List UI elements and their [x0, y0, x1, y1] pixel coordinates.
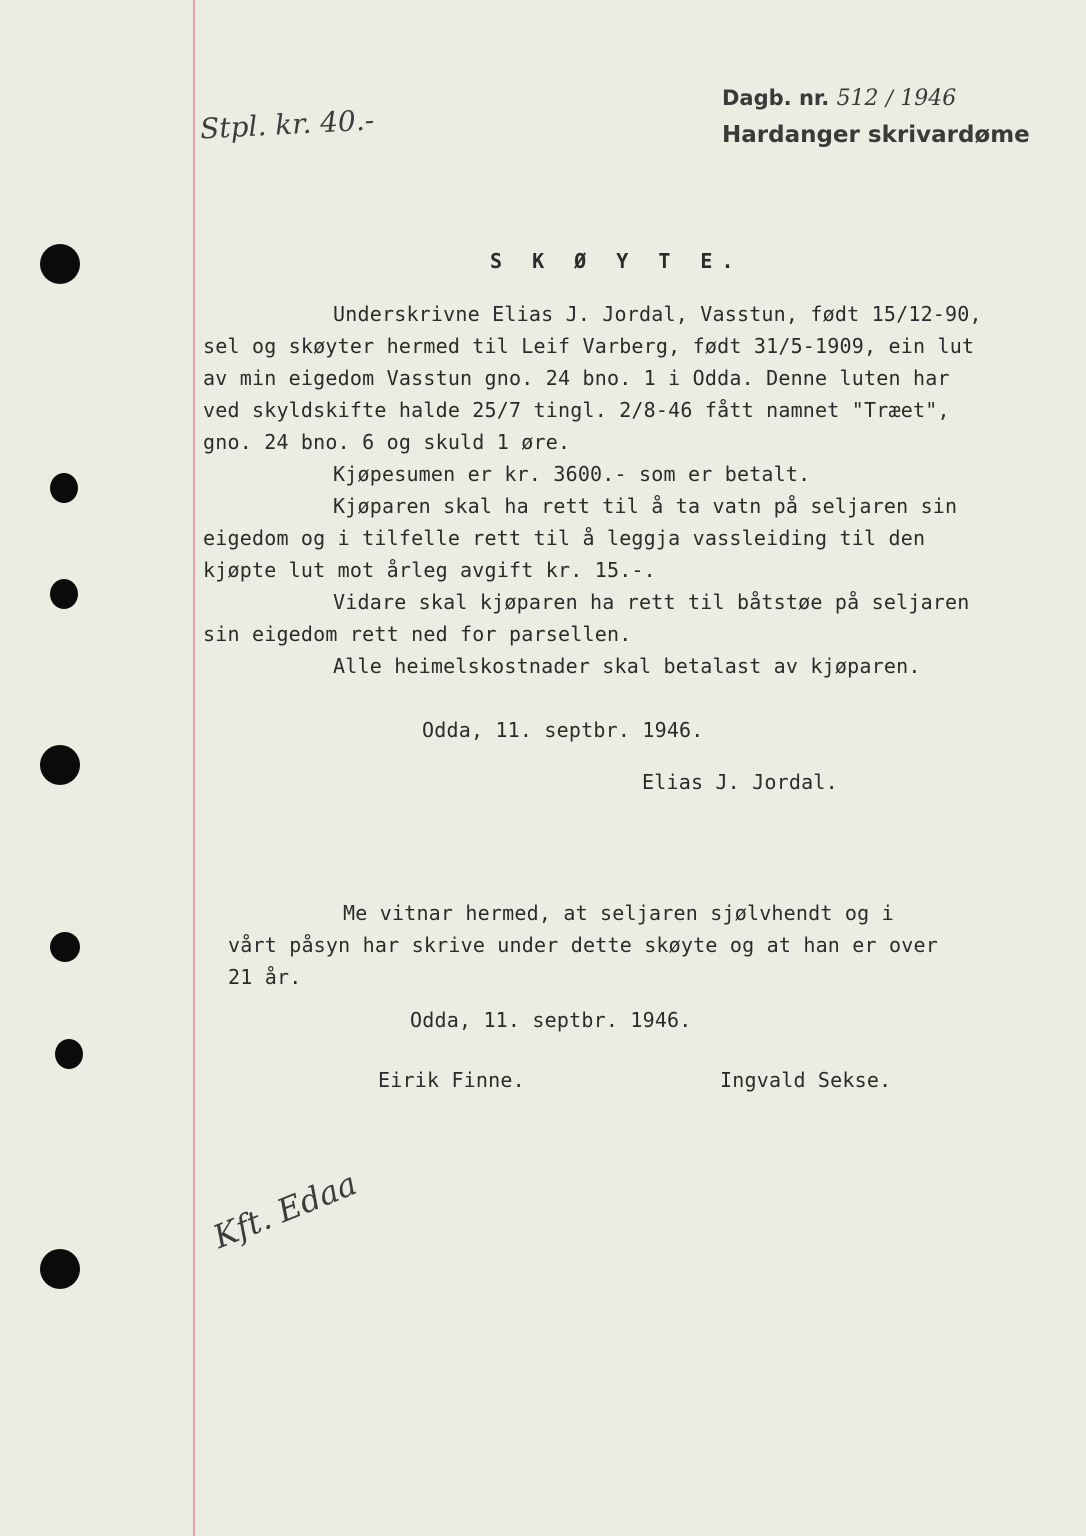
- stamp-prefix: Dagb. nr.: [722, 86, 830, 110]
- witness-line: 21 år.: [228, 965, 302, 989]
- punch-hole-icon: [40, 1249, 80, 1289]
- deed-place-date: Odda, 11. septbr. 1946.: [422, 718, 704, 742]
- deed-line: Kjøparen skal ha rett til å ta vatn på seljaren sin: [333, 494, 958, 518]
- handwritten-filing-note: Kft. Edaa: [207, 1164, 362, 1256]
- punch-hole-icon: [55, 1039, 83, 1069]
- punch-hole-icon: [40, 244, 80, 284]
- witness-1-signature: Eirik Finne.: [378, 1068, 525, 1092]
- deed-line: eigedom og i tilfelle rett til å leggja vassleiding til den: [203, 526, 926, 550]
- deed-line: gno. 24 bno. 6 og skuld 1 øre.: [203, 430, 571, 454]
- punch-hole-icon: [50, 473, 78, 503]
- punch-hole-icon: [50, 932, 80, 962]
- deed-line: ved skyldskifte halde 25/7 tingl. 2/8-46 fått namnet "Træet",: [203, 398, 950, 422]
- deed-line: av min eigedom Vasstun gno. 24 bno. 1 i Odda. Denne luten har: [203, 366, 950, 390]
- stamp-number: 512: [836, 86, 879, 111]
- witness-place-date: Odda, 11. septbr. 1946.: [410, 1008, 692, 1032]
- diary-number-stamp: [722, 86, 956, 111]
- deed-title: S K Ø Y T E.: [490, 249, 743, 273]
- deed-line: Underskrivne Elias J. Jordal, Vasstun, født 15/12-90,: [333, 302, 982, 326]
- stamp-separator: /: [885, 86, 893, 110]
- stamp-year: 1946: [900, 86, 957, 111]
- deed-line: kjøpte lut mot årleg avgift kr. 15.-.: [203, 558, 656, 582]
- punch-hole-icon: [40, 745, 80, 785]
- witness-2-signature: Ingvald Sekse.: [720, 1068, 892, 1092]
- office-stamp: Hardanger skrivardøme: [722, 122, 1030, 148]
- punch-hole-icon: [50, 579, 78, 609]
- handwritten-fee-note: Stpl. kr. 40.-: [199, 103, 375, 146]
- deed-line: Vidare skal kjøparen ha rett til båtstøe på seljaren: [333, 590, 970, 614]
- deed-line: sin eigedom rett ned for parsellen.: [203, 622, 632, 646]
- red-margin-line: [193, 0, 195, 1536]
- seller-signature: Elias J. Jordal.: [642, 770, 838, 794]
- deed-line: sel og skøyter hermed til Leif Varberg, født 31/5-1909, ein lut: [203, 334, 975, 358]
- deed-line: Kjøpesumen er kr. 3600.- som er betalt.: [333, 462, 811, 486]
- witness-line: vårt påsyn har skrive under dette skøyte og at han er over: [228, 933, 938, 957]
- deed-line: Alle heimelskostnader skal betalast av kjøparen.: [333, 654, 921, 678]
- witness-line: Me vitnar hermed, at seljaren sjølvhendt og i: [343, 901, 894, 925]
